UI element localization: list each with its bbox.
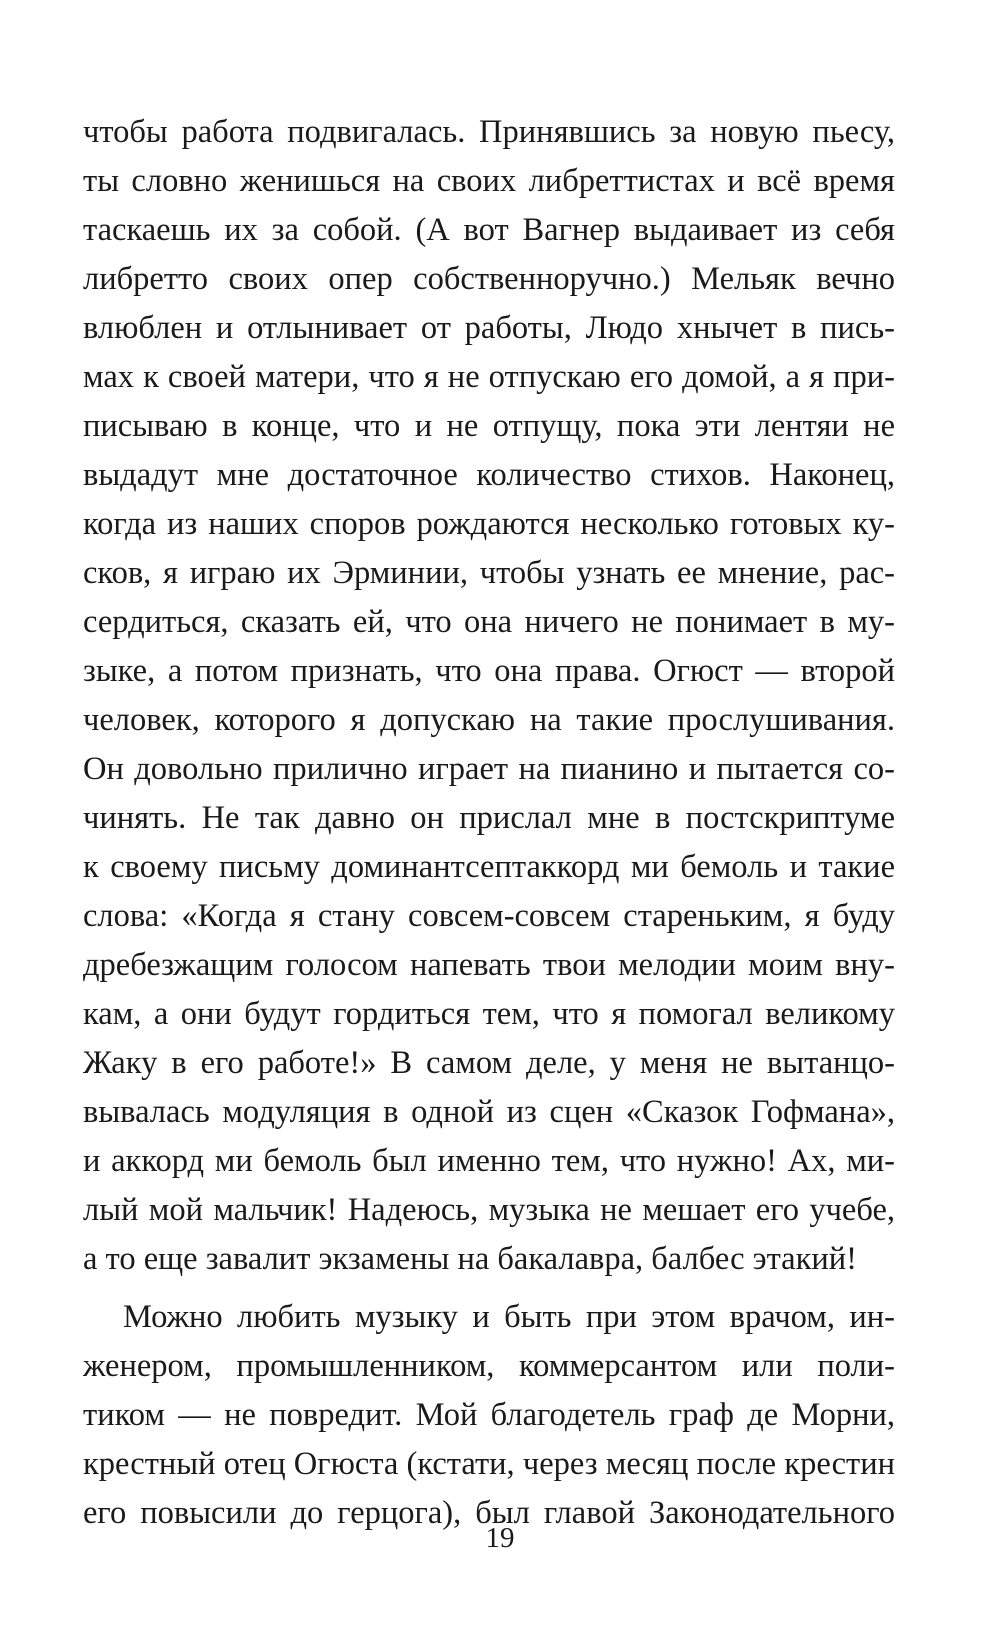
text-line: писываю в конце, что и не отпущу, пока эти лентяи не <box>83 408 895 444</box>
text-line: выдадут мне достаточное количество стихов. Наконец, <box>83 457 895 493</box>
paragraph-gap <box>83 1284 895 1293</box>
text-line: мах к своей матери, что я не отпускаю его домой, а я при- <box>83 359 895 395</box>
text-line: либретто своих опер собственноручно.) Мельяк вечно <box>83 261 895 297</box>
text-line: сков, я играю их Эрминии, чтобы узнать ее мнение, рас- <box>83 555 895 591</box>
text-line: тиком — не повредит. Мой благодетель граф де Морни, <box>83 1397 895 1433</box>
text-line: когда из наших споров рождаются несколько готовых ку- <box>83 506 895 542</box>
text-line: Жаку в его работе!» В самом деле, у меня не вытанцо- <box>83 1045 895 1081</box>
text-line: Можно любить музыку и быть при этом врачом, ин- <box>123 1299 895 1335</box>
paragraph-2 <box>83 1293 895 1538</box>
text-line: дребезжащим голосом напевать твои мелодии моим вну- <box>83 947 895 983</box>
text-line: Он довольно прилично играет на пианино и пытается со- <box>83 751 895 787</box>
text-line: его повысили до герцога), был главой Законодательного <box>83 1495 895 1531</box>
text-line: влюблен и отлынивает от работы, Людо хнычет в пись- <box>83 310 895 346</box>
text-line: ты словно женишься на своих либреттистах и всё время <box>83 163 895 199</box>
text-line: слова: «Когда я стану совсем-совсем старeньким, я буду <box>83 898 895 934</box>
text-line: таскаешь их за собой. (А вот Вагнер выдаивает из себя <box>83 212 895 248</box>
text-line: крестный отец Огюста (кстати, через месяц после крестин <box>83 1446 895 1482</box>
text-line: лый мой мальчик! Надеюсь, музыка не мешает его учебе, <box>83 1192 895 1228</box>
text-line: к своему письму доминантсептаккорд ми бемоль и такие <box>83 849 895 885</box>
text-line: чинять. Не так давно он прислал мне в постскриптуме <box>83 800 895 836</box>
text-line: и аккорд ми бемоль был именно тем, что нужно! Ах, ми- <box>83 1143 895 1179</box>
text-line: вывалась модуляция в одной из сцен «Сказок Гофмана», <box>83 1094 895 1130</box>
text-line: женером, промышленником, коммерсантом или поли- <box>83 1348 895 1384</box>
page-number: 19 <box>485 1522 515 1554</box>
text-line: сердиться, сказать ей, что она ничего не понимает в му- <box>83 604 895 640</box>
paragraph-1 <box>83 108 895 1284</box>
body-text <box>83 108 895 1538</box>
text-line: кам, а они будут гордиться тем, что я помогал великому <box>83 996 895 1032</box>
text-line: человек, которого я допускаю на такие прослушивания. <box>83 702 895 738</box>
text-line: зыке, а потом признать, что она права. Огюст — второй <box>83 653 895 689</box>
text-line: чтобы работа подвигалась. Принявшись за новую пьесу, <box>83 114 895 150</box>
text-line: а то еще завалит экзамены на бакалавра, балбес этакий! <box>83 1241 858 1277</box>
